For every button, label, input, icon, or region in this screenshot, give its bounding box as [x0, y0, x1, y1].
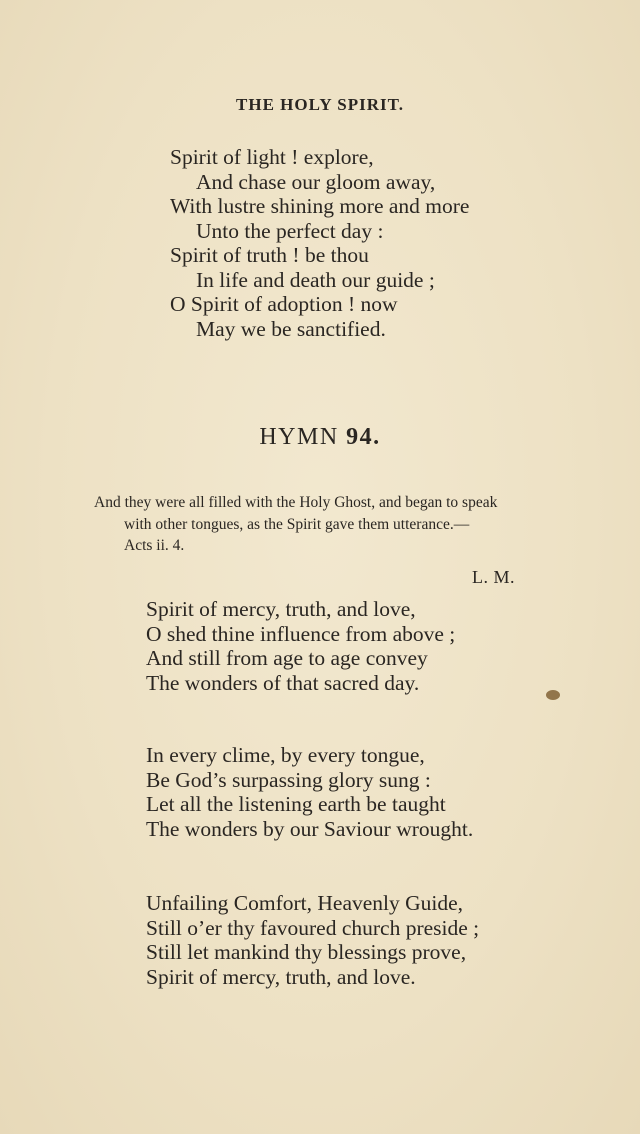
hymn-title	[0, 424, 640, 451]
verse-line: The wonders of that sacred day.	[146, 670, 420, 695]
hymn-label: HYMN	[259, 424, 339, 450]
verse-line: May we be sanctified.	[196, 316, 386, 341]
verse-line: Spirit of mercy, truth, and love,	[146, 597, 416, 621]
verse-line: Still o’er thy favoured church preside ;	[146, 915, 480, 940]
verse-line: The wonders by our Saviour wrought.	[146, 816, 474, 841]
verse-line: Still let mankind thy blessings prove,	[146, 940, 467, 964]
verse-line: Unfailing Comfort, Heavenly Guide,	[146, 891, 464, 915]
epigraph-line: with other tongues, as the Spirit gave them utterance.—	[124, 515, 470, 533]
verse-line: With lustre shining more and more	[170, 194, 470, 218]
hymn-number: 94.	[346, 424, 381, 450]
verse-line: Be God’s surpassing glory sung :	[146, 767, 431, 792]
verse-line: Unto the perfect day :	[196, 218, 384, 243]
verse-line: Let all the listening earth be taught	[146, 792, 446, 816]
hymn-stanza-1	[146, 597, 455, 695]
meter-label: L. M.	[472, 567, 515, 587]
previous-hymn-stanza	[170, 145, 469, 341]
scripture-epigraph	[94, 492, 594, 557]
verse-line: Spirit of mercy, truth, and love.	[146, 964, 416, 989]
hymn-stanza-3	[146, 891, 479, 989]
verse-line: O shed thine influence from above ;	[146, 621, 456, 646]
epigraph-line: And they were all filled with the Holy Ghost, and began to speak	[94, 494, 498, 511]
verse-line: And still from age to age convey	[146, 646, 428, 670]
epigraph-reference: Acts ii. 4.	[124, 537, 185, 554]
verse-line: In life and death our guide ;	[196, 267, 435, 292]
running-head: THE HOLY SPIRIT.	[236, 95, 404, 114]
paper-stain	[546, 690, 560, 700]
verse-line: And chase our gloom away,	[196, 169, 436, 194]
verse-line: Spirit of truth ! be thou	[170, 243, 369, 267]
verse-line: Spirit of light ! explore,	[170, 145, 374, 169]
verse-line: O Spirit of adoption ! now	[170, 292, 398, 316]
verse-line: In every clime, by every tongue,	[146, 743, 425, 767]
hymn-stanza-2	[146, 743, 473, 841]
